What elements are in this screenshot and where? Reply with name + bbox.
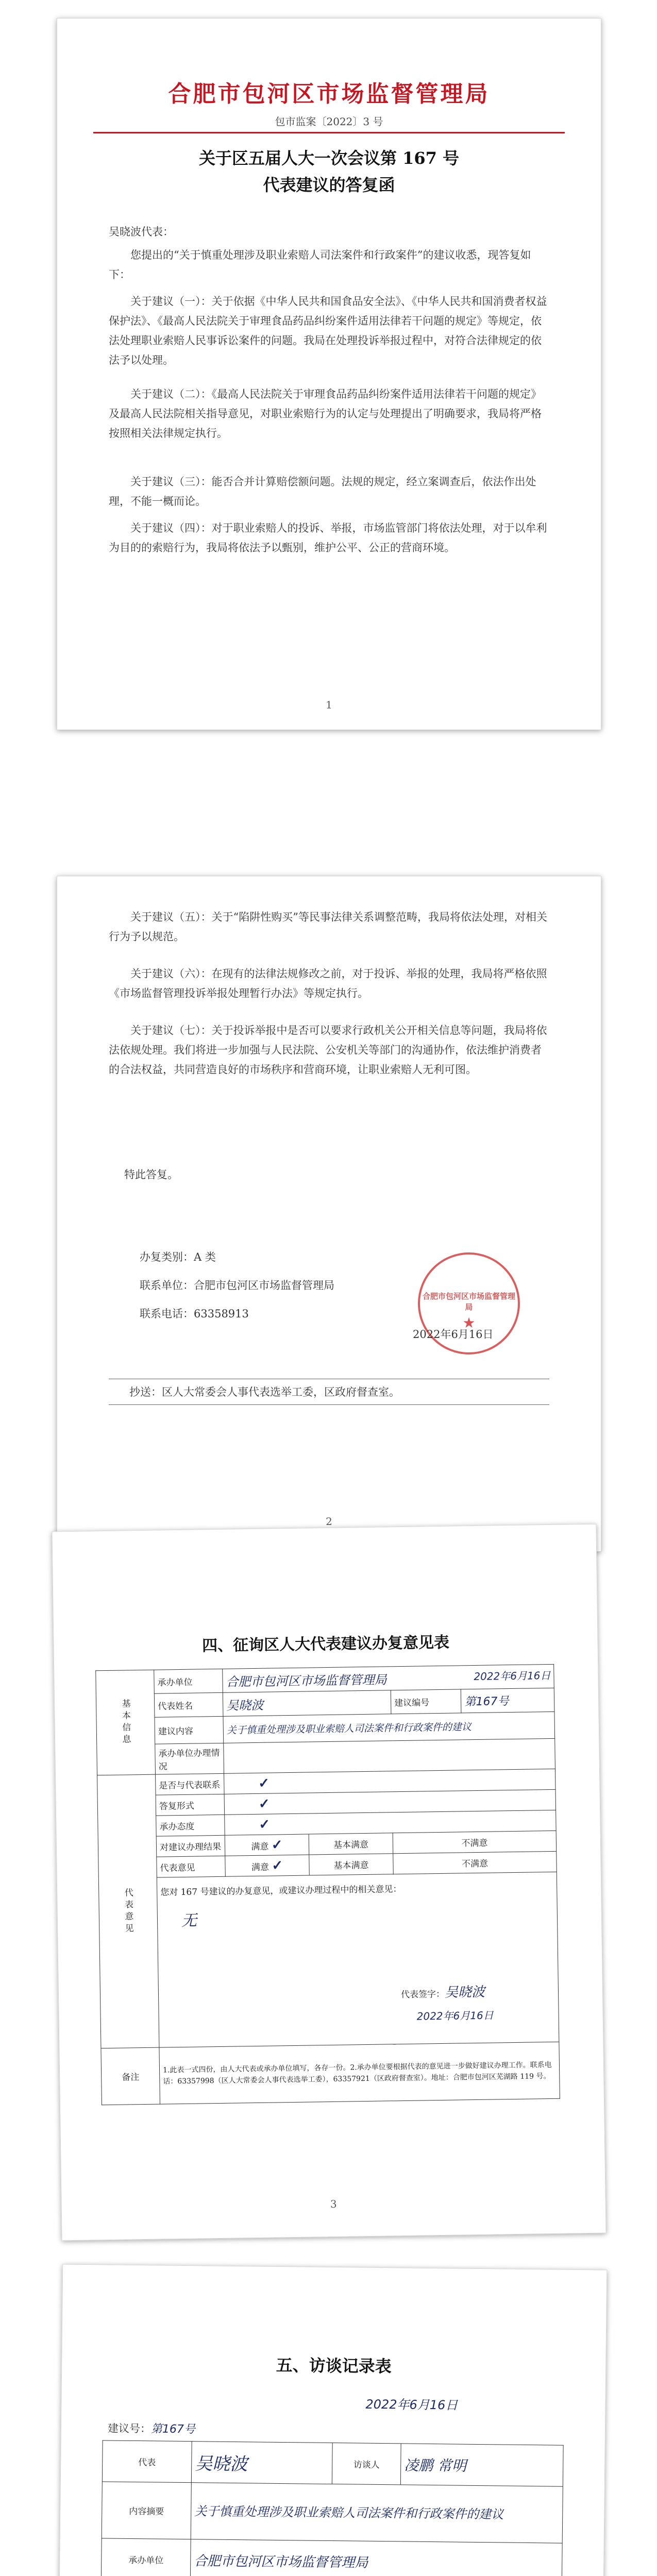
no-label: 建议号： [107, 2422, 151, 2435]
row-label: 建议编号 [391, 1689, 461, 1714]
col-label: 基本满意 [309, 1833, 393, 1855]
row-label: 承办态度 [156, 1815, 225, 1836]
issuing-org-title: 合肥市包河区市场监督管理局 [168, 81, 490, 107]
reply-category: 办复类别：A 类 [140, 1251, 216, 1263]
handwritten-date: 2022年6月16日 [474, 1669, 551, 1683]
form-title: 五、访谈记录表 [276, 2355, 392, 2377]
handwritten-topic: 关于慎重处理涉及职业索赔人司法案件和行政案件的建议 [226, 1721, 471, 1736]
body-paragraph: 关于建议（三）：能否合并计算赔偿额问题。法规的规定，经立案调查后，依法作出处理，不能一概而论。 [109, 476, 536, 507]
col-label: 不满意 [393, 1851, 557, 1874]
cc-line: 抄送：区人大常委会人事代表选举工委，区政府督查室。 [129, 1386, 400, 1398]
document-page-1 [57, 18, 601, 730]
section-label: 基本信息 [96, 1670, 156, 1775]
col-label: 不满意 [393, 1831, 557, 1853]
salutation: 吴晓波代表： [109, 226, 174, 238]
handwritten-delegate-name: 吴晓波 [226, 1698, 264, 1713]
star-icon: ★ [462, 1314, 476, 1331]
handwritten-unit: 合肥市包河区市场监督管理局 [226, 1672, 387, 1689]
handwritten-unit: 合肥市包河区市场监督管理局 [194, 2553, 368, 2571]
contact-unit: 联系单位：合肥市包河区市场监督管理局 [140, 1279, 334, 1292]
row-label: 承办单位 [101, 2538, 191, 2576]
document-title-line1: 关于区五届人大一次会议第 167 号 [198, 148, 460, 168]
remarks-text: 1.此表一式四份，由人大代表或承办单位填写，各存一份。2.承办单位要根据代表的意见进一步做好建议办理工作。联系电话：63357998（区人大常委会人事代表选举工委），63357921（区政府督查室）。地址：合肥市包河区芜湖路 119 号。 [159, 2042, 560, 2104]
page-number: 3 [330, 2197, 337, 2211]
seal-text: 合肥市包河区市场监督管理局 [422, 1292, 515, 1312]
handwritten-delegate-name: 吴晓波 [195, 2453, 248, 2475]
body-paragraph: 关于建议（二）：《最高人民法院关于审理食品药品纠纷案件适用法律若干问题的规定》及最高人民法院相关指导意见，对职业索赔行为的认定与处理提出了明确要求，我局将严格按照相关法律规定执行。 [109, 388, 542, 439]
body-paragraph: 您提出的“关于慎重处理涉及职业索赔人司法案件和行政案件”的建议收悉，现答复如下： [109, 249, 531, 281]
body-paragraph: 关于建议（六）：在现有的法律法规修改之前，对于投诉、举报的处理，我局将严格依照《市场监督管理投诉举报处理暂行办法》等规定执行。 [109, 968, 547, 999]
handwritten-interviewer: 凌鹏 常明 [404, 2456, 467, 2475]
row-label: 内容摘要 [102, 2482, 191, 2539]
checkmark-icon: ✓ [271, 1837, 283, 1853]
body-paragraph: 关于建议（四）：对于职业索赔人的投诉、举报，市场监管部门将依法处理，对于以牟利为目的的索赔行为，我局将依法予以甄别，维护公平、公正的营商环境。 [109, 522, 547, 554]
row-label: 承办单位 [154, 1669, 223, 1693]
document-title-line2: 代表建议的答复函 [263, 175, 395, 195]
col-label: 满意 [251, 1841, 269, 1852]
row-label: 访谈人 [332, 2443, 401, 2485]
row-label: 代表 [102, 2441, 192, 2483]
handwritten-sign-date: 2022年6月16日 [416, 2009, 494, 2023]
document-number: 包市监案〔2022〕3 号 [275, 115, 383, 128]
row-label: 代表意见 [157, 1856, 226, 1877]
row-label: 是否与代表联系 [156, 1773, 225, 1795]
handwritten-date: 2022年6月16日 [365, 2397, 458, 2413]
row-label: 对建议办理结果 [156, 1835, 225, 1857]
body-paragraph: 关于建议（七）：关于投诉举报中是否可以要求行政机关公开相关信息等问题，我局将依法依规处理。我们将进一步加强与人民法院、公安机关等部门的沟通协作，依法维护消费者的合法权益，共同营造良好的市场秩序和营商环境，让职业索赔人无利可图。 [109, 1024, 547, 1076]
checkmark-icon: ✓ [258, 1775, 270, 1791]
col-label: 基本满意 [309, 1854, 394, 1875]
closing-line: 特此答复。 [124, 1168, 178, 1181]
row-label: 建议内容 [155, 1716, 224, 1744]
interview-record-table [96, 2440, 563, 2576]
row-label: 承办单位办理情况 [155, 1743, 224, 1774]
page-number: 2 [326, 1515, 332, 1528]
page-number: 1 [326, 699, 332, 711]
reply-date: 2022年6月16日 [413, 1328, 494, 1341]
section-label: 代表意见 [97, 1774, 159, 2048]
red-divider-line [93, 132, 565, 133]
contact-phone: 联系电话：63358913 [140, 1308, 249, 1320]
checkmark-icon: ✓ [259, 1817, 271, 1833]
document-page-2 [57, 876, 601, 1552]
opinion-form-table [95, 1664, 560, 2105]
divider [109, 1404, 549, 1405]
col-label: 满意 [251, 1862, 269, 1873]
checkmark-icon: ✓ [272, 1857, 283, 1874]
document-page-4 [51, 2264, 607, 2576]
checkmark-icon: ✓ [258, 1796, 270, 1812]
row-label: 备注 [101, 2047, 160, 2105]
handwritten-content-summary: 关于慎重处理涉及职业索赔人司法案件和行政案件的建议 [194, 2503, 504, 2522]
document-page-3 [52, 1524, 606, 2241]
handwritten-suggestion-no: 第167号 [464, 1695, 509, 1709]
body-paragraph: 关于建议（一）：关于依据《中华人民共和国食品安全法》、《中华人民共和国消费者权益保护法》、《最高人民法院关于审理食品药品纠纷案件适用法律若干问题的规定》等规定，依法处理职业索赔人民事诉讼案件的问题。我局在处理投诉举报过程中，对符合法律规定的依法予以处理。 [109, 295, 547, 366]
opinion-prompt: 您对 167 号建议的办复意见，或建议办理过程中的相关意见： [160, 1884, 402, 1898]
row-label: 答复形式 [156, 1794, 225, 1816]
row-label: 代表姓名 [154, 1692, 223, 1717]
handwritten-opinion: 无 [181, 1911, 197, 1930]
form-title: 四、征询区人大代表建议办复意见表 [201, 1633, 450, 1655]
sign-label: 代表签字： [400, 1989, 445, 2001]
handwritten-signature: 吴晓波 [444, 1984, 485, 2001]
body-paragraph: 关于建议（五）：关于“陷阱性购买”等民事法律关系调整范畴，我局将依法处理，对相关行为予以规范。 [109, 911, 547, 943]
handwritten-suggestion-no: 第167号 [150, 2422, 196, 2436]
